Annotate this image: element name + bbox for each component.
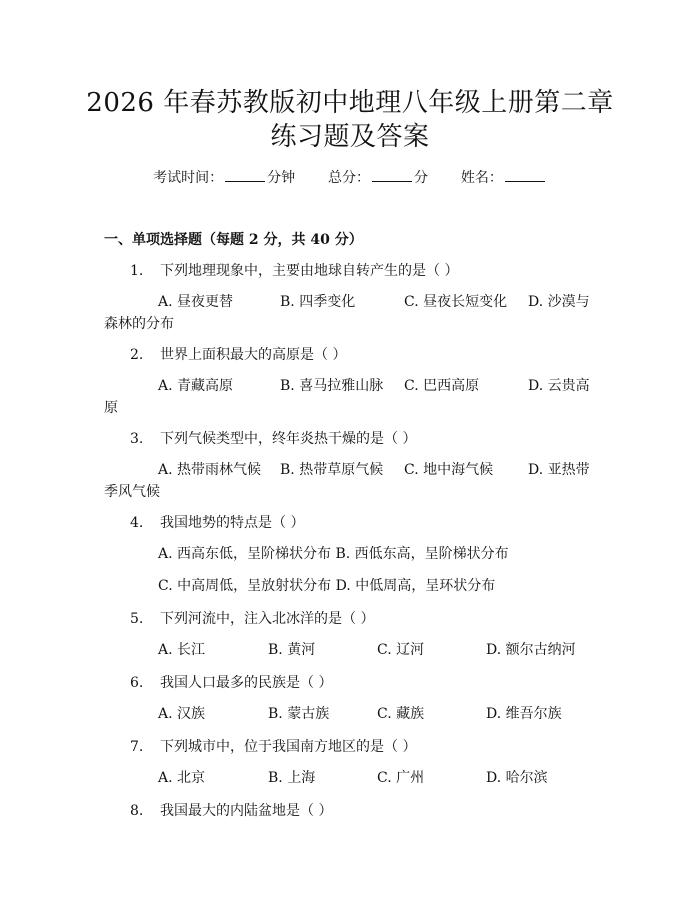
option-b: B. 上海 — [268, 770, 316, 786]
question-number: 1. — [130, 263, 144, 279]
question-text: 我国地势的特点是（ ） — [160, 515, 305, 531]
option-d-continued: 原 — [104, 400, 118, 416]
option-a: A. 昼夜更替 — [158, 294, 234, 310]
question-4 — [130, 513, 304, 533]
option-d: D. 亚热带 — [528, 462, 590, 478]
option-a: A. 热带雨林气候 — [158, 462, 262, 478]
question-number: 4. — [130, 515, 144, 531]
question-number: 3. — [130, 431, 144, 447]
option-a: A. 青藏高原 — [158, 378, 234, 394]
option-d: D. 额尔古纳河 — [486, 642, 576, 658]
option-d: D. 沙漠与 — [528, 294, 590, 310]
question-1 — [130, 261, 458, 281]
question-text: 世界上面积最大的高原是（ ） — [160, 347, 347, 363]
question-6 — [130, 673, 332, 693]
question-number: 7. — [130, 739, 144, 755]
name-label: 姓名： — [460, 170, 503, 186]
question-text: 我国最大的内陆盆地是（ ） — [160, 803, 333, 819]
option-b: B. 蒙古族 — [268, 706, 330, 722]
option-a-b: A. 西高东低，呈阶梯状分布 B. 西低东高，呈阶梯状分布 — [158, 546, 509, 562]
option-c: C. 巴西高原 — [404, 378, 480, 394]
option-d-continued: 森林的分布 — [104, 316, 174, 332]
option-c: C. 藏族 — [377, 706, 425, 722]
option-d: D. 哈尔滨 — [486, 770, 548, 786]
score-blank — [372, 168, 412, 182]
option-d: D. 维吾尔族 — [486, 706, 562, 722]
option-b: B. 喜马拉雅山脉 — [280, 378, 384, 394]
page-title-line-1: 2026 年春苏教版初中地理八年级上册第二章 — [86, 88, 614, 118]
time-unit: 分钟 — [267, 170, 296, 186]
score-unit: 分 — [414, 170, 428, 186]
question-number: 6. — [130, 675, 144, 691]
question-7 — [130, 737, 416, 757]
question-3 — [130, 429, 416, 449]
option-c-d: C. 中高周低，呈放射状分布 D. 中低周高，呈环状分布 — [158, 578, 496, 594]
option-d-continued: 季风气候 — [104, 484, 160, 500]
time-label: 考试时间： — [153, 170, 224, 186]
score-label: 总分： — [328, 170, 370, 186]
exam-meta — [0, 168, 700, 188]
option-c: C. 辽河 — [377, 642, 425, 658]
option-d: D. 云贵高 — [528, 378, 590, 394]
question-text: 下列气候类型中，终年炎热干燥的是（ ） — [160, 431, 417, 447]
question-text: 下列城市中，位于我国南方地区的是（ ） — [160, 739, 417, 755]
name-blank — [505, 168, 545, 182]
option-c: C. 地中海气候 — [404, 462, 494, 478]
page-title-line-2: 练习题及答案 — [270, 122, 430, 152]
question-2 — [130, 345, 346, 365]
question-text: 下列地理现象中，主要由地球自转产生的是（ ） — [160, 263, 459, 279]
option-c: C. 广州 — [377, 770, 425, 786]
option-b: B. 黄河 — [268, 642, 316, 658]
question-number: 8. — [130, 803, 144, 819]
question-5 — [130, 609, 374, 629]
question-number: 2. — [130, 347, 144, 363]
section-heading: 一、单项选择题（每题 2 分，共 40 分） — [104, 232, 363, 248]
question-8 — [130, 801, 332, 821]
option-a: A. 长江 — [158, 642, 206, 658]
option-b: B. 热带草原气候 — [280, 462, 384, 478]
question-text: 我国人口最多的民族是（ ） — [160, 675, 333, 691]
time-blank — [225, 168, 265, 182]
question-number: 5. — [130, 611, 144, 627]
option-c: C. 昼夜长短变化 — [404, 294, 508, 310]
option-a: A. 汉族 — [158, 706, 206, 722]
option-a: A. 北京 — [158, 770, 206, 786]
option-b: B. 四季变化 — [280, 294, 356, 310]
question-text: 下列河流中，注入北冰洋的是（ ） — [160, 611, 375, 627]
